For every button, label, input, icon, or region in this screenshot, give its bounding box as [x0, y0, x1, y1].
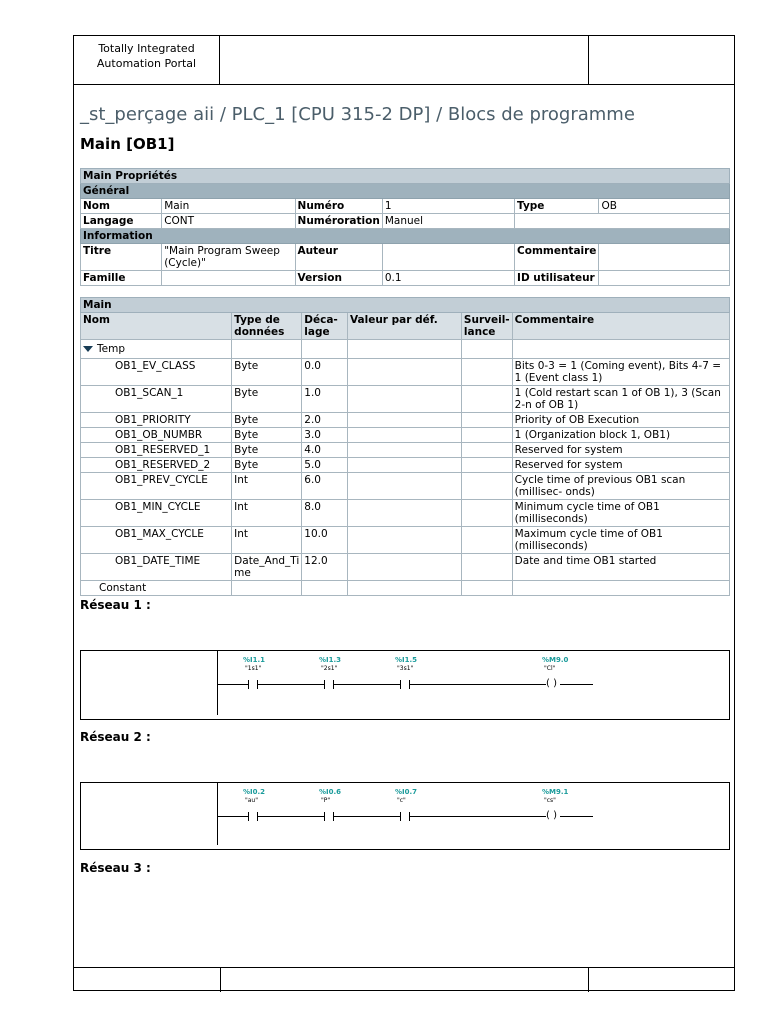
operand-symbol: "cs": [544, 797, 556, 804]
table-row[interactable]: [81, 500, 730, 527]
var-offset: 8.0: [302, 500, 348, 527]
var-default: [347, 386, 461, 413]
prop-value: 0.1: [382, 271, 514, 286]
operand-symbol: "c": [397, 797, 406, 804]
var-monitor: [461, 443, 512, 458]
column-header: Nom: [81, 313, 232, 340]
var-type: Byte: [232, 458, 302, 473]
var-comment: Bits 0-3 = 1 (Coming event), Bits 4-7 = 1 (Event class 1): [512, 359, 729, 386]
table-row[interactable]: [81, 443, 730, 458]
page-header: [74, 36, 734, 85]
var-default: [347, 428, 461, 443]
variables-table: [80, 297, 730, 596]
var-comment: Reserved for system: [512, 443, 729, 458]
var-default: [347, 554, 461, 581]
table-row[interactable]: [81, 554, 730, 581]
power-rail: [217, 783, 218, 845]
var-type: Int: [232, 500, 302, 527]
var-name: OB1_EV_CLASS: [81, 359, 232, 386]
empty-cell: [347, 581, 461, 596]
main-section: Main: [81, 298, 730, 313]
var-comment: Maximum cycle time of OB1 (milliseconds): [512, 527, 729, 554]
network-1-title: Réseau 1 :: [80, 598, 151, 612]
column-header: Type de données: [232, 313, 302, 340]
operand-address[interactable]: %I0.7: [395, 788, 418, 796]
coil-icon[interactable]: ( ): [546, 679, 560, 689]
no-contact-icon[interactable]: [400, 812, 410, 821]
operand-symbol: "2s1": [321, 665, 338, 672]
var-monitor: [461, 359, 512, 386]
var-monitor: [461, 554, 512, 581]
var-offset: 10.0: [302, 527, 348, 554]
var-default: [347, 443, 461, 458]
operand-address[interactable]: %M9.0: [542, 656, 569, 664]
prop-value: "Main Program Sweep (Cycle)": [162, 244, 295, 271]
var-monitor: [461, 428, 512, 443]
var-name: OB1_PREV_CYCLE: [81, 473, 232, 500]
operand-symbol: "1s1": [245, 665, 262, 672]
network-2-title: Réseau 2 :: [80, 730, 151, 744]
prop-label: Type: [515, 199, 599, 214]
var-name: OB1_PRIORITY: [81, 413, 232, 428]
operand-address[interactable]: %M9.1: [542, 788, 569, 796]
var-monitor: [461, 500, 512, 527]
prop-label: Commentaire: [515, 244, 599, 271]
network-2-ladder[interactable]: [80, 782, 730, 850]
empty-cell: [347, 340, 461, 359]
var-default: [347, 458, 461, 473]
var-offset: 4.0: [302, 443, 348, 458]
var-monitor: [461, 413, 512, 428]
properties-section: Main Propriétés: [81, 169, 730, 184]
operand-address[interactable]: %I1.3: [319, 656, 342, 664]
temp-group[interactable]: [81, 340, 232, 359]
no-contact-icon[interactable]: [324, 680, 334, 689]
var-default: [347, 473, 461, 500]
power-rail: [217, 651, 218, 715]
prop-value: [599, 271, 730, 286]
empty-cell: [302, 581, 348, 596]
table-row[interactable]: [81, 359, 730, 386]
var-comment: Date and time OB1 started: [512, 554, 729, 581]
var-type: Int: [232, 527, 302, 554]
temp-label: Temp: [97, 343, 125, 355]
var-monitor: [461, 386, 512, 413]
var-comment: Reserved for system: [512, 458, 729, 473]
no-contact-icon[interactable]: [400, 680, 410, 689]
table-row[interactable]: [81, 458, 730, 473]
empty-cell: [232, 581, 302, 596]
coil-icon[interactable]: ( ): [546, 811, 560, 821]
var-type: Byte: [232, 428, 302, 443]
prop-value: [382, 244, 514, 271]
expand-triangle-icon[interactable]: [83, 346, 93, 352]
empty-cell: [461, 581, 512, 596]
prop-label: Numéro: [295, 199, 382, 214]
var-type: Byte: [232, 443, 302, 458]
var-type: Byte: [232, 359, 302, 386]
prop-label: Auteur: [295, 244, 382, 271]
app-name: Totally Integrated Automation Portal: [74, 36, 220, 84]
var-offset: 3.0: [302, 428, 348, 443]
empty-cell: [232, 340, 302, 359]
var-comment: Cycle time of previous OB1 scan (millisec- onds): [512, 473, 729, 500]
properties-table: [80, 168, 730, 286]
var-name: OB1_MAX_CYCLE: [81, 527, 232, 554]
empty-cell: [302, 340, 348, 359]
operand-address[interactable]: %I0.2: [243, 788, 266, 796]
table-row[interactable]: [81, 413, 730, 428]
var-comment: 1 (Organization block 1, OB1): [512, 428, 729, 443]
operand-symbol: "3s1": [397, 665, 414, 672]
prop-value: [162, 271, 295, 286]
var-type: Date_And_Ti me: [232, 554, 302, 581]
var-offset: 6.0: [302, 473, 348, 500]
header-divider: [588, 36, 589, 84]
operand-symbol: "P": [321, 797, 331, 804]
var-name: OB1_RESERVED_2: [81, 458, 232, 473]
no-contact-icon[interactable]: [324, 812, 334, 821]
table-row[interactable]: [81, 473, 730, 500]
var-offset: 12.0: [302, 554, 348, 581]
prop-label: Famille: [81, 271, 162, 286]
constant-group[interactable]: Constant: [81, 581, 232, 596]
var-name: OB1_SCAN_1: [81, 386, 232, 413]
prop-value: 1: [382, 199, 514, 214]
table-row[interactable]: [81, 386, 730, 413]
operand-address[interactable]: %I1.5: [395, 656, 418, 664]
information-section: Information: [81, 229, 730, 244]
prop-value: Manuel: [382, 214, 514, 229]
var-default: [347, 500, 461, 527]
column-header: Surveil- lance: [461, 313, 512, 340]
prop-value: CONT: [162, 214, 295, 229]
var-offset: 1.0: [302, 386, 348, 413]
footer-divider: [588, 968, 589, 992]
block-title: Main [OB1]: [80, 135, 175, 153]
var-monitor: [461, 527, 512, 554]
var-default: [347, 413, 461, 428]
var-comment: Minimum cycle time of OB1 (milliseconds): [512, 500, 729, 527]
general-section: Général: [81, 184, 730, 199]
prop-label: ID utilisateur: [515, 271, 599, 286]
var-default: [347, 359, 461, 386]
prop-label: Version: [295, 271, 382, 286]
prop-label: Numéroration: [295, 214, 382, 229]
var-name: OB1_MIN_CYCLE: [81, 500, 232, 527]
prop-value: Main: [162, 199, 295, 214]
prop-label: Nom: [81, 199, 162, 214]
prop-value: OB: [599, 199, 730, 214]
var-monitor: [461, 473, 512, 500]
var-offset: 5.0: [302, 458, 348, 473]
var-comment: Priority of OB Execution: [512, 413, 729, 428]
operand-address[interactable]: %I1.1: [243, 656, 266, 664]
var-type: Byte: [232, 386, 302, 413]
var-name: OB1_DATE_TIME: [81, 554, 232, 581]
operand-symbol: "Cl": [544, 665, 556, 672]
column-header: Déca- lage: [302, 313, 348, 340]
empty-cell: [512, 581, 729, 596]
network-3-title: Réseau 3 :: [80, 861, 151, 875]
column-header: Commentaire: [512, 313, 729, 340]
table-row[interactable]: [81, 428, 730, 443]
var-offset: 0.0: [302, 359, 348, 386]
var-default: [347, 527, 461, 554]
table-row[interactable]: [81, 527, 730, 554]
footer-divider: [220, 968, 221, 992]
prop-value: [599, 244, 730, 271]
var-offset: 2.0: [302, 413, 348, 428]
var-name: OB1_OB_NUMBR: [81, 428, 232, 443]
var-type: Byte: [232, 413, 302, 428]
prop-empty: [515, 214, 730, 229]
page-title: _st_perçage aii / PLC_1 [CPU 315-2 DP] / Blocs de programme: [80, 104, 635, 125]
prop-label: Langage: [81, 214, 162, 229]
no-contact-icon[interactable]: [248, 812, 258, 821]
no-contact-icon[interactable]: [248, 680, 258, 689]
var-name: OB1_RESERVED_1: [81, 443, 232, 458]
var-comment: 1 (Cold restart scan 1 of OB 1), 3 (Scan 2-n of OB 1): [512, 386, 729, 413]
empty-cell: [461, 340, 512, 359]
column-header: Valeur par déf.: [347, 313, 461, 340]
operand-address[interactable]: %I0.6: [319, 788, 342, 796]
page-footer: [74, 967, 734, 992]
empty-cell: [512, 340, 729, 359]
operand-symbol: "au": [245, 797, 258, 804]
network-1-ladder[interactable]: [80, 650, 730, 720]
prop-label: Titre: [81, 244, 162, 271]
var-type: Int: [232, 473, 302, 500]
var-monitor: [461, 458, 512, 473]
